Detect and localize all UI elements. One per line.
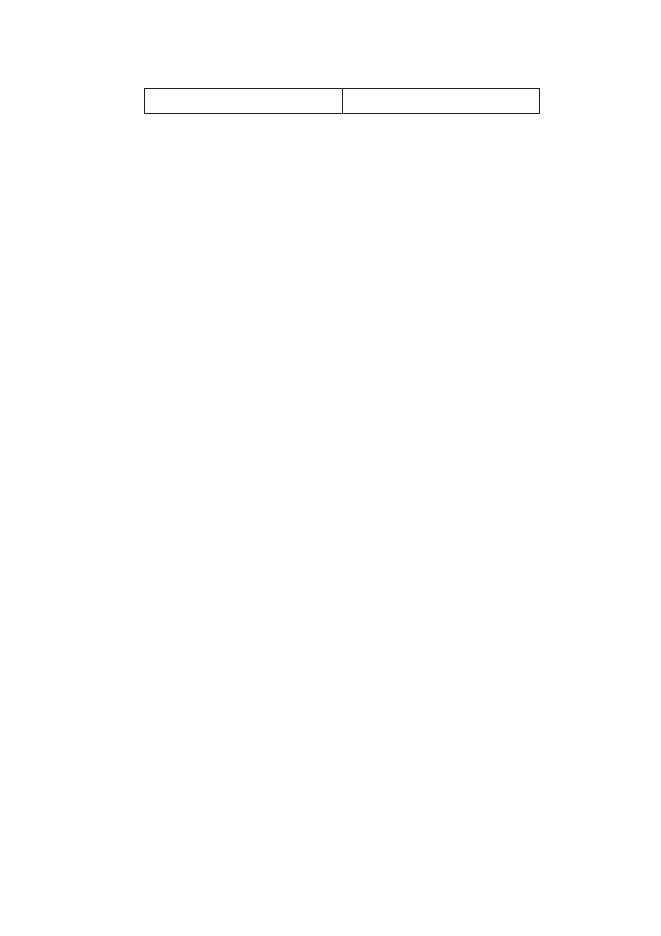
tolerance-table (144, 88, 540, 114)
page-body (62, 69, 599, 140)
table-header-nominal (145, 89, 343, 114)
table-header-size-c (342, 89, 540, 114)
